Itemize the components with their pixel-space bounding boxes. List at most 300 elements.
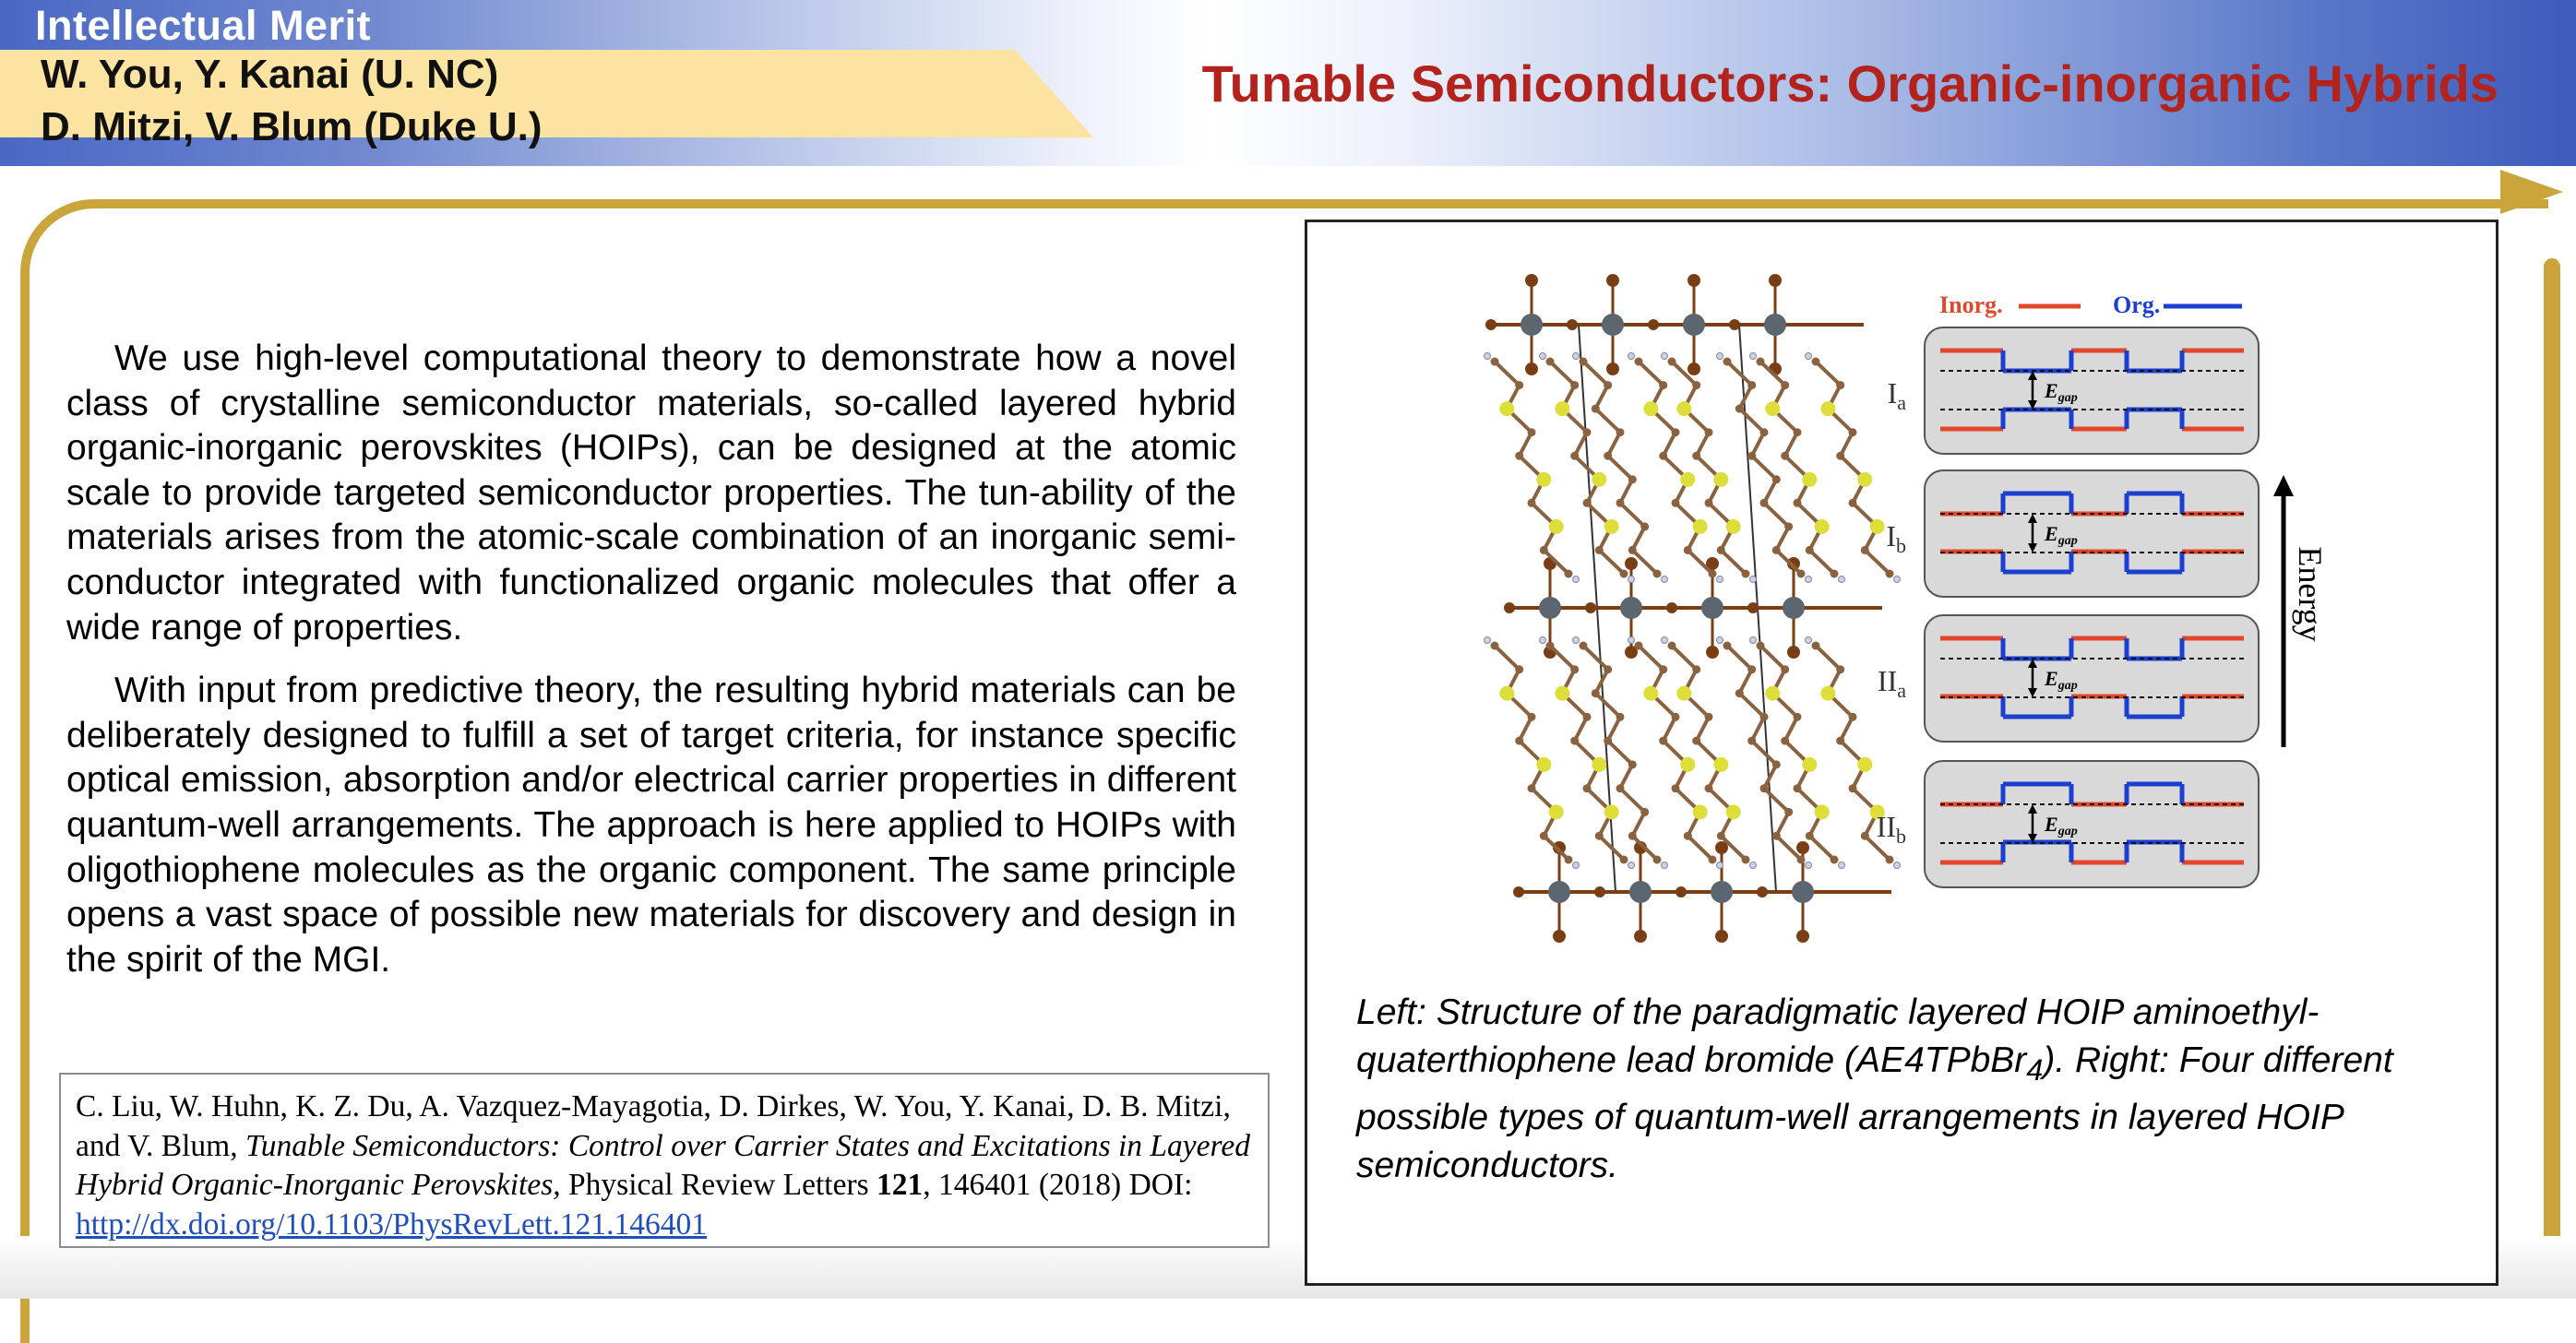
bromine-atom <box>1567 319 1578 330</box>
body-text <box>66 337 1236 1001</box>
sulfur-atom <box>1815 519 1830 534</box>
carbon-atom <box>1515 665 1523 673</box>
carbon-atom <box>1709 856 1717 864</box>
carbon-atom <box>1570 737 1579 745</box>
carbon-atom <box>1604 737 1612 745</box>
carbon-atom <box>1849 713 1857 721</box>
carbon-atom <box>1692 381 1700 389</box>
carbon-atom <box>1781 452 1789 460</box>
carbon-atom <box>1723 642 1732 650</box>
gap-letter: E <box>2045 522 2058 545</box>
carbon-atom <box>1583 499 1592 507</box>
header-banner <box>0 0 2576 166</box>
carbon-atom <box>1705 713 1713 721</box>
carbon-atom <box>1797 856 1806 864</box>
organic-chain <box>1760 362 1834 574</box>
panel-2 <box>1886 470 2259 597</box>
organic-chain <box>1639 362 1712 574</box>
sulfur-atom <box>1713 472 1728 487</box>
panel-roman: I <box>1887 376 1898 410</box>
authors <box>41 48 543 153</box>
carbon-atom <box>1772 832 1781 840</box>
carbon-atom <box>1742 570 1750 578</box>
sulfur-atom <box>1726 804 1741 819</box>
caption-part-1: Left: Structure of the paradigmatic layered HOIP aminoethyl-quaterthiophene lead bromide (AE4TPbBr <box>1356 992 2320 1080</box>
panel-roman: I <box>1886 519 1896 553</box>
sulfur-atom <box>1765 401 1780 416</box>
sulfur-atom <box>1676 686 1691 701</box>
sulfur-atom <box>1726 519 1741 534</box>
carbon-atom <box>1491 358 1499 366</box>
carbon-atom <box>1653 856 1662 864</box>
organic-chain <box>1639 646 1712 860</box>
carbon-atom <box>1628 475 1637 483</box>
reference-title: Tunable Semiconductors: Control over Carrier States and Excitations in Layered Hybrid Organic-Inorganic Perovskites, <box>76 1128 1250 1202</box>
bromine-atom <box>1706 646 1719 659</box>
carbon-atom <box>1692 452 1700 460</box>
legend <box>1939 291 2242 318</box>
sulfur-atom <box>1820 401 1835 416</box>
carbon-atom <box>1794 713 1802 721</box>
carbon-atom <box>1705 784 1713 792</box>
carbon-atom <box>1515 452 1523 460</box>
carbon-atom <box>1747 452 1756 460</box>
lead-atom <box>1548 881 1570 903</box>
quantum-well-panels <box>1877 327 2259 887</box>
carbon-atom <box>1528 713 1536 721</box>
carbon-atom <box>1580 642 1588 650</box>
sulfur-atom <box>1802 757 1817 772</box>
bromine-atom <box>1625 557 1638 570</box>
panel-label <box>1888 376 1907 414</box>
energy-label: Energy <box>2292 546 2329 642</box>
gap-subscript: gap <box>2057 391 2078 405</box>
carbon-atom <box>1570 665 1579 673</box>
carbon-atom <box>1723 358 1732 366</box>
carbon-atom <box>1583 428 1592 436</box>
gap-subscript: gap <box>2057 679 2078 693</box>
sulfur-atom <box>1676 401 1691 416</box>
panel-3 <box>1878 615 2259 742</box>
carbon-atom <box>1659 452 1667 460</box>
carbon-atom <box>1849 499 1857 507</box>
carbon-atom <box>1684 832 1692 840</box>
carbon-atom <box>1628 832 1637 840</box>
carbon-atom <box>1742 856 1750 864</box>
hydrogen-atom <box>1662 353 1668 360</box>
carbon-atom <box>1757 358 1765 366</box>
carbon-atom <box>1565 856 1573 864</box>
sulfur-atom <box>1499 686 1514 701</box>
bromine-atom <box>1648 319 1659 330</box>
gap-subscript: gap <box>2057 825 2078 838</box>
panel-label <box>1878 664 1906 702</box>
hydrogen-atom <box>1750 637 1757 644</box>
sulfur-atom <box>1536 757 1551 772</box>
carbon-atom <box>1772 546 1781 554</box>
carbon-atom <box>1747 381 1756 389</box>
carbon-atom <box>1784 808 1793 816</box>
carbon-atom <box>1635 358 1643 366</box>
carbon-atom <box>1616 499 1625 507</box>
bromine-atom <box>1513 886 1524 897</box>
sulfur-atom <box>1870 519 1885 534</box>
hydrogen-atom <box>1662 862 1668 869</box>
carbon-atom <box>1794 784 1802 792</box>
hydrogen-atom <box>1628 576 1635 583</box>
panel-background <box>1925 761 2259 887</box>
carbon-atom <box>1861 832 1869 840</box>
figure-caption <box>1356 989 2482 1190</box>
gap-letter: E <box>2045 813 2058 836</box>
gap-letter: E <box>2045 667 2058 690</box>
carbon-atom <box>1640 808 1649 816</box>
sulfur-atom <box>1643 401 1658 416</box>
lead-atom <box>1620 597 1642 619</box>
carbon-atom <box>1515 737 1523 745</box>
lead-atom <box>1683 314 1705 336</box>
carbon-atom <box>1653 570 1662 578</box>
carbon-atom <box>1735 689 1744 697</box>
carbon-atom <box>1812 642 1820 650</box>
carbon-atom <box>1565 570 1573 578</box>
sulfur-atom <box>1680 472 1695 487</box>
organic-chain <box>1495 362 1568 574</box>
organic-chain <box>1672 646 1746 860</box>
gap-subscript: gap <box>2057 534 2078 548</box>
carbon-atom <box>1735 405 1744 413</box>
hydrogen-atom <box>1540 637 1546 644</box>
bromine-atom <box>1606 362 1619 375</box>
page-title: Tunable Semiconductors: Organic-inorganic Hybrids <box>1201 54 2498 113</box>
carbon-atom <box>1595 546 1604 554</box>
hydrogen-atom <box>1894 576 1901 583</box>
hydrogen-atom <box>1662 576 1668 583</box>
carbon-atom <box>1717 832 1725 840</box>
carbon-atom <box>1635 642 1643 650</box>
hydrogen-atom <box>1540 353 1546 360</box>
panel-subscript: a <box>1897 391 1906 414</box>
sulfur-atom <box>1693 519 1708 534</box>
hydrogen-atom <box>1628 353 1635 360</box>
carbon-atom <box>1570 452 1579 460</box>
hydrogen-atom <box>1717 353 1723 360</box>
carbon-atom <box>1760 499 1769 507</box>
sulfur-atom <box>1555 401 1569 416</box>
hydrogen-atom <box>1485 353 1491 360</box>
lead-atom <box>1783 597 1805 619</box>
bromine-atom <box>1634 930 1647 943</box>
organic-chain <box>1727 362 1801 574</box>
carbon-atom <box>1760 784 1769 792</box>
bromine-atom <box>1594 886 1605 897</box>
bromine-atom <box>1729 319 1740 330</box>
carbon-atom <box>1528 499 1536 507</box>
reference-box <box>59 1073 1270 1248</box>
reference-pages: , 146401 (2018) DOI: <box>923 1168 1193 1202</box>
carbon-atom <box>1540 546 1548 554</box>
carbon-atom <box>1794 428 1802 436</box>
carbon-atom <box>1620 570 1628 578</box>
lead-atom <box>1521 314 1543 336</box>
carbon-atom <box>1595 832 1604 840</box>
carbon-atom <box>1672 713 1680 721</box>
carbon-atom <box>1616 784 1625 792</box>
caption-subscript: 4 <box>2026 1052 2044 1087</box>
hydrogen-atom <box>1717 637 1723 644</box>
carbon-atom <box>1628 546 1637 554</box>
lead-atom <box>1764 314 1786 336</box>
lead-atom <box>1629 881 1652 903</box>
sulfur-atom <box>1499 401 1514 416</box>
sulfur-atom <box>1592 472 1606 487</box>
bromine-atom <box>1666 602 1677 613</box>
hydrogen-atom <box>1573 862 1580 869</box>
panel-subscript: b <box>1896 534 1906 557</box>
carbon-atom <box>1616 713 1625 721</box>
paragraph-2: With input from predictive theory, the resulting hybrid materials can be deliberately designed to fulfill a set of target criteria, for instance specific optical emission, absorption and/or electrical carrier properties in different quantum-well arrangements. The approach is here applied to HOIPs with oligothiophene molecules as the organic component. The same principle opens a vast space of possible new materials for discovery and design in the spirit of the MGI. <box>66 671 1236 980</box>
bromine-atom <box>1553 930 1566 943</box>
panel-background <box>1925 470 2259 597</box>
reference-authors: C. Liu, W. Huhn, K. Z. Du, A. Vazquez-Mayagotia, D. Dirkes, W. You, Y. Kanai, D. B. Mitzi, and V. Blum, <box>76 1089 1231 1163</box>
organic-chain <box>1816 362 1890 574</box>
carbon-atom <box>1747 737 1756 745</box>
bromine-atom <box>1747 602 1759 613</box>
sulfur-atom <box>1680 757 1695 772</box>
carbon-atom <box>1705 499 1713 507</box>
lead-atom <box>1792 881 1814 903</box>
bromine-atom <box>1525 362 1538 375</box>
gold-side-bar <box>2544 258 2560 1299</box>
carbon-atom <box>1797 570 1806 578</box>
carbon-atom <box>1831 856 1839 864</box>
carbon-atom <box>1491 642 1499 650</box>
bromine-atom <box>1688 362 1700 375</box>
organic-chain <box>1583 646 1657 860</box>
carbon-atom <box>1717 546 1725 554</box>
organic-chain <box>1727 646 1801 860</box>
carbon-atom <box>1760 428 1769 436</box>
hydrogen-atom <box>1806 862 1812 869</box>
carbon-atom <box>1515 381 1523 389</box>
bromine-atom <box>1585 602 1596 613</box>
carbon-atom <box>1528 784 1536 792</box>
hydrogen-atom <box>1839 862 1845 869</box>
lead-atom <box>1539 597 1561 619</box>
carbon-atom <box>1672 499 1680 507</box>
panel-4 <box>1877 761 2259 887</box>
lead-atom <box>1701 597 1723 619</box>
panel-background <box>1925 615 2259 742</box>
lead-atom <box>1602 314 1624 336</box>
carbon-atom <box>1580 358 1588 366</box>
carbon-atom <box>1784 522 1793 530</box>
bromine-atom <box>1676 886 1687 897</box>
carbon-atom <box>1831 570 1839 578</box>
organic-chain <box>1550 362 1624 574</box>
carbon-atom <box>1546 358 1555 366</box>
reference-journal: Physical Review Letters <box>568 1168 869 1202</box>
paragraph-1: We use high-level computational theory to demonstrate how a novel class of crystalline semiconductor materials, so-called layered hybrid organic-inorganic perovskites (HOIPs), can be designed at the atomic scale to provide targeted semiconductor properties. The tun-ability of the materials arises from the atomic-scale combination of an inorganic semi-conductor integrated with functionalized organic molecules that offer a wide range of properties. <box>66 339 1236 648</box>
panel-subscript: a <box>1897 679 1906 702</box>
carbon-atom <box>1747 665 1756 673</box>
carbon-atom <box>1692 737 1700 745</box>
carbon-atom <box>1794 499 1802 507</box>
sulfur-atom <box>1604 804 1619 819</box>
carbon-atom <box>1583 784 1592 792</box>
carbon-atom <box>1781 381 1789 389</box>
hydrogen-atom <box>1806 353 1812 360</box>
hydrogen-atom <box>1750 862 1757 869</box>
sulfur-atom <box>1820 686 1835 701</box>
carbon-atom <box>1886 570 1894 578</box>
carbon-atom <box>1659 737 1667 745</box>
lead-atom <box>1711 881 1733 903</box>
panel-1 <box>1888 327 2259 454</box>
sulfur-atom <box>1555 686 1569 701</box>
hydrogen-atom <box>1573 576 1580 583</box>
gap-letter: E <box>2045 379 2058 402</box>
carbon-atom <box>1640 522 1649 530</box>
reference-volume: 121 <box>877 1168 924 1202</box>
authors-line-1: W. You, Y. Kanai (U. NC) <box>41 52 499 97</box>
doi-link[interactable]: http://dx.doi.org/10.1103/PhysRevLett.121.146401 <box>76 1206 707 1242</box>
gold-arrow-icon <box>2500 170 2563 214</box>
figure <box>1476 260 2329 963</box>
carbon-atom <box>1836 737 1844 745</box>
bromine-atom <box>1504 602 1515 613</box>
carbon-atom <box>1592 689 1600 697</box>
crystal-structure <box>1485 274 1901 943</box>
sulfur-atom <box>1802 472 1817 487</box>
sulfur-atom <box>1857 757 1872 772</box>
sulfur-atom <box>1549 804 1564 819</box>
sulfur-atom <box>1643 686 1658 701</box>
carbon-atom <box>1886 856 1894 864</box>
hydrogen-atom <box>1717 576 1723 583</box>
carbon-atom <box>1772 475 1781 483</box>
carbon-atom <box>1861 546 1869 554</box>
hydrogen-atom <box>1573 353 1580 360</box>
carbon-atom <box>1836 665 1844 673</box>
bromine-atom <box>1757 886 1768 897</box>
carbon-atom <box>1592 405 1600 413</box>
bromine-atom <box>1525 274 1538 287</box>
carbon-atom <box>1836 452 1844 460</box>
sulfur-atom <box>1765 686 1780 701</box>
hydrogen-atom <box>1839 576 1845 583</box>
carbon-atom <box>1772 760 1781 768</box>
carbon-atom <box>1781 737 1789 745</box>
hydrogen-atom <box>1750 353 1757 360</box>
carbon-atom <box>1836 381 1844 389</box>
carbon-atom <box>1668 358 1676 366</box>
carbon-atom <box>1705 428 1713 436</box>
carbon-atom <box>1604 381 1612 389</box>
carbon-atom <box>1659 665 1667 673</box>
carbon-atom <box>1616 428 1625 436</box>
organic-chain <box>1495 646 1568 860</box>
sulfur-atom <box>1857 472 1872 487</box>
carbon-atom <box>1672 428 1680 436</box>
carbon-atom <box>1812 358 1820 366</box>
bromine-atom <box>1485 319 1497 330</box>
hydrogen-atom <box>1628 862 1635 869</box>
carbon-atom <box>1709 570 1717 578</box>
carbon-atom <box>1620 856 1628 864</box>
carbon-atom <box>1849 428 1857 436</box>
carbon-atom <box>1757 642 1765 650</box>
hydrogen-atom <box>1806 637 1812 644</box>
panel-roman: II <box>1876 810 1896 843</box>
hydrogen-atom <box>1662 637 1668 644</box>
authors-line-2: D. Mitzi, V. Blum (Duke U.) <box>41 104 543 149</box>
panel-subscript: b <box>1896 825 1906 848</box>
carbon-atom <box>1659 381 1667 389</box>
legend-organic: Org. <box>2113 291 2161 318</box>
carbon-atom <box>1570 381 1579 389</box>
panel-roman: II <box>1877 664 1898 697</box>
carbon-atom <box>1604 665 1612 673</box>
carbon-atom <box>1672 784 1680 792</box>
carbon-atom <box>1583 713 1592 721</box>
panel-label <box>1877 810 1906 848</box>
carbon-atom <box>1760 713 1769 721</box>
carbon-atom <box>1806 546 1814 554</box>
carbon-atom <box>1546 642 1555 650</box>
bromine-atom <box>1796 841 1809 854</box>
carbon-atom <box>1668 642 1676 650</box>
panel-background <box>1925 327 2259 454</box>
hydrogen-atom <box>1806 576 1812 583</box>
sulfur-atom <box>1549 519 1564 534</box>
organic-chain <box>1550 646 1624 860</box>
bromine-atom <box>1606 274 1619 287</box>
hydrogen-atom <box>1573 637 1580 644</box>
section-tag: Intellectual Merit <box>35 2 372 49</box>
sulfur-atom <box>1536 472 1551 487</box>
sulfur-atom <box>1693 804 1708 819</box>
hydrogen-atom <box>1628 637 1635 644</box>
legend-inorganic: Inorg. <box>1939 291 2003 318</box>
bromine-atom <box>1796 930 1809 943</box>
carbon-atom <box>1528 428 1536 436</box>
bromine-atom <box>1769 274 1782 287</box>
caption-part-2: ). Right: Four different possible types of quantum-well arrangements in layered HOIP semiconductors. <box>1356 1040 2393 1185</box>
sulfur-atom <box>1604 519 1619 534</box>
carbon-atom <box>1684 546 1692 554</box>
carbon-atom <box>1781 665 1789 673</box>
panel-label <box>1886 519 1906 557</box>
carbon-atom <box>1806 832 1814 840</box>
carbon-atom <box>1540 832 1548 840</box>
carbon-atom <box>1692 665 1700 673</box>
bromine-atom <box>1787 646 1800 659</box>
carbon-atom <box>1604 452 1612 460</box>
bromine-atom <box>1688 274 1700 287</box>
sulfur-atom <box>1713 757 1728 772</box>
hydrogen-atom <box>1894 862 1901 869</box>
sulfur-atom <box>1815 804 1830 819</box>
bromine-atom <box>1715 930 1728 943</box>
organic-chain <box>1583 362 1657 574</box>
sulfur-atom <box>1592 757 1606 772</box>
hydrogen-atom <box>1750 576 1757 583</box>
hydrogen-atom <box>1717 862 1723 869</box>
carbon-atom <box>1628 760 1637 768</box>
carbon-atom <box>1849 784 1857 792</box>
organic-chain <box>1672 362 1746 574</box>
